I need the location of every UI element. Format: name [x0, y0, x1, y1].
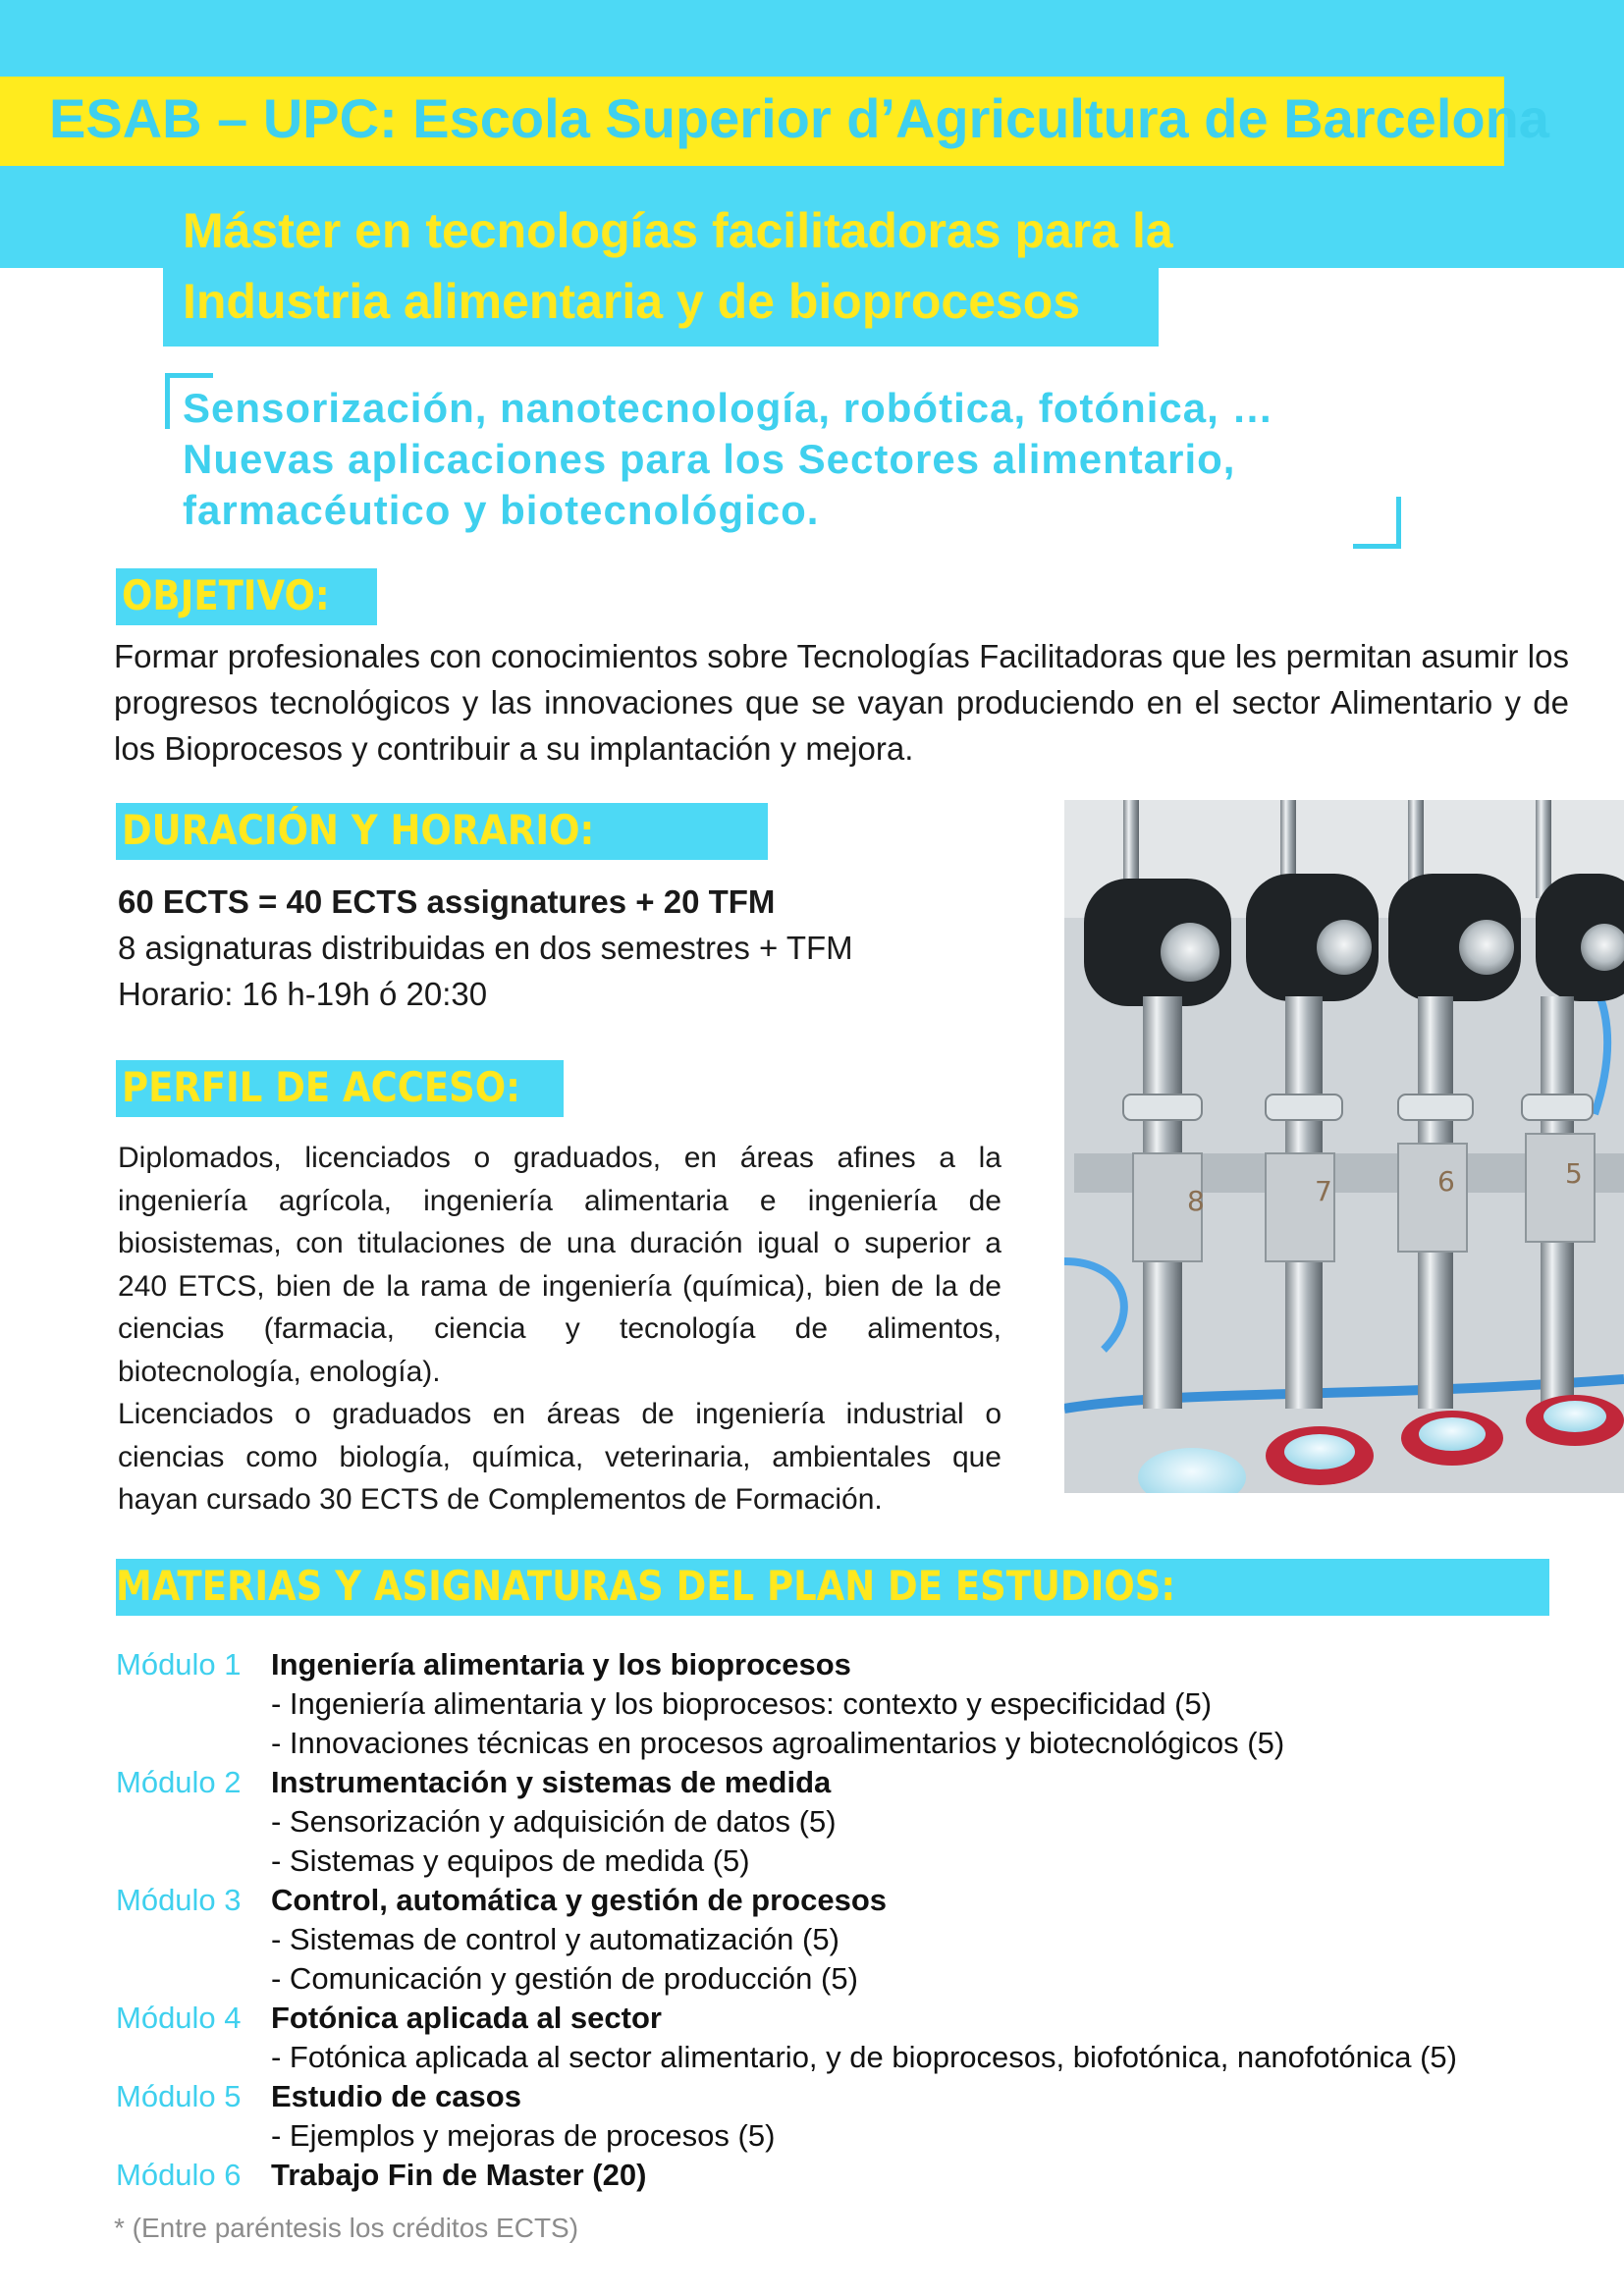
module-row — [116, 2079, 521, 2114]
tagline-line-1: Sensorización, nanotecnología, robótica, fotónica, … — [183, 385, 1274, 431]
module-row — [116, 1883, 887, 1918]
master-title-line-1: Máster en tecnologías facilitadoras para la — [183, 203, 1173, 258]
module-title: Fotónica aplicada al sector — [271, 2001, 662, 2035]
perfil-paragraph-1: Diplomados, licenciados o graduados, en áreas afines a la ingeniería agrícola, ingeniería alimentaria e ingeniería de biosistemas, con titulaciones de una duración igual o superior a 240 ETCS, bien de la rama de ingeniería (química), bien de la de ciencias (farmacia, ciencia y tecnología de alimentos, biotecnología, enología). — [118, 1142, 1001, 1388]
perfil-paragraph-2: Licenciados o graduados en áreas de ingeniería industrial o ciencias como biología, química, veterinaria, ambientales que hayan cursado 30 ECTS de Complementos de Formación. — [118, 1398, 1001, 1516]
nozzle-number: 7 — [1315, 1175, 1332, 1207]
module-title: Trabajo Fin de Master (20) — [271, 2158, 647, 2192]
module-label: Módulo 2 — [116, 1765, 242, 1799]
module-subject: - Sistemas y equipos de medida (5) — [271, 1843, 750, 1878]
module-row — [116, 2158, 646, 2193]
tagline-line-3: farmacéutico y biotecnológico. — [183, 487, 820, 533]
objetivo-text: Formar profesionales con conocimientos sobre Tecnologías Facilitadoras que les permitan asumir los progresos tecnológicos y las innovaciones que se vayan produciendo en el sector Alimentario y de los Bioprocesos y contribuir a su implantación y mejora. — [114, 638, 1569, 767]
module-label: Módulo 5 — [116, 2079, 242, 2113]
perfil-text — [118, 1137, 1001, 1522]
perfil-heading: PERFIL DE ACCESO: — [122, 1063, 520, 1111]
module-subject: - Sistemas de control y automatización (5) — [271, 1922, 839, 1956]
module-title: Instrumentación y sistemas de medida — [271, 1765, 832, 1799]
materias-heading: MATERIAS Y ASIGNATURAS DEL PLAN DE ESTUDIOS: — [116, 1562, 1176, 1610]
module-row — [116, 1765, 831, 1800]
institution-title: ESAB – UPC: Escola Superior d’Agricultura de Barcelona — [49, 87, 1549, 149]
module-row — [116, 1647, 851, 1682]
nozzle-number: 6 — [1437, 1165, 1455, 1198]
bracket-close-decoration — [1353, 497, 1401, 549]
module-subject: - Sensorización y adquisición de datos (5) — [271, 1804, 837, 1839]
nozzle-number: 8 — [1187, 1185, 1205, 1217]
module-row — [116, 2001, 662, 2036]
tagline-line-2: Nuevas aplicaciones para los Sectores alimentario, — [183, 436, 1236, 482]
nozzle-number: 5 — [1565, 1157, 1583, 1190]
module-label: Módulo 1 — [116, 1647, 242, 1682]
module-label: Módulo 6 — [116, 2158, 242, 2192]
duracion-schedule: Horario: 16 h-19h ó 20:30 — [118, 976, 488, 1012]
module-subject: - Fotónica aplicada al sector alimentario, y de bioprocesos, biofotónica, nanofotónica (5) — [271, 2040, 1457, 2074]
module-subject: - Innovaciones técnicas en procesos agroalimentarios y biotecnológicos (5) — [271, 1726, 1285, 1760]
module-subject: - Ingeniería alimentaria y los bioprocesos: contexto y especificidad (5) — [271, 1686, 1213, 1721]
objetivo-heading: OBJETIVO: — [122, 571, 330, 619]
module-label: Módulo 3 — [116, 1883, 242, 1917]
duracion-subjects: 8 asignaturas distribuidas en dos semestres + TFM — [118, 930, 853, 966]
module-title: Control, automática y gestión de procesos — [271, 1883, 888, 1917]
module-subject: - Comunicación y gestión de producción (5) — [271, 1961, 858, 1996]
master-title-line-2: Industria alimentaria y de bioprocesos — [183, 274, 1081, 329]
module-label: Módulo 4 — [116, 2001, 242, 2035]
module-subject: - Ejemplos y mejoras de procesos (5) — [271, 2118, 776, 2153]
credits-footnote: * (Entre paréntesis los créditos ECTS) — [114, 2213, 579, 2243]
duracion-heading: DURACIÓN Y HORARIO: — [122, 806, 595, 854]
module-title: Estudio de casos — [271, 2079, 521, 2113]
filling-machine-photo — [1064, 800, 1624, 1493]
duracion-credits: 60 ECTS = 40 ECTS assignatures + 20 TFM — [118, 883, 776, 920]
module-title: Ingeniería alimentaria y los bioprocesos — [271, 1647, 851, 1682]
